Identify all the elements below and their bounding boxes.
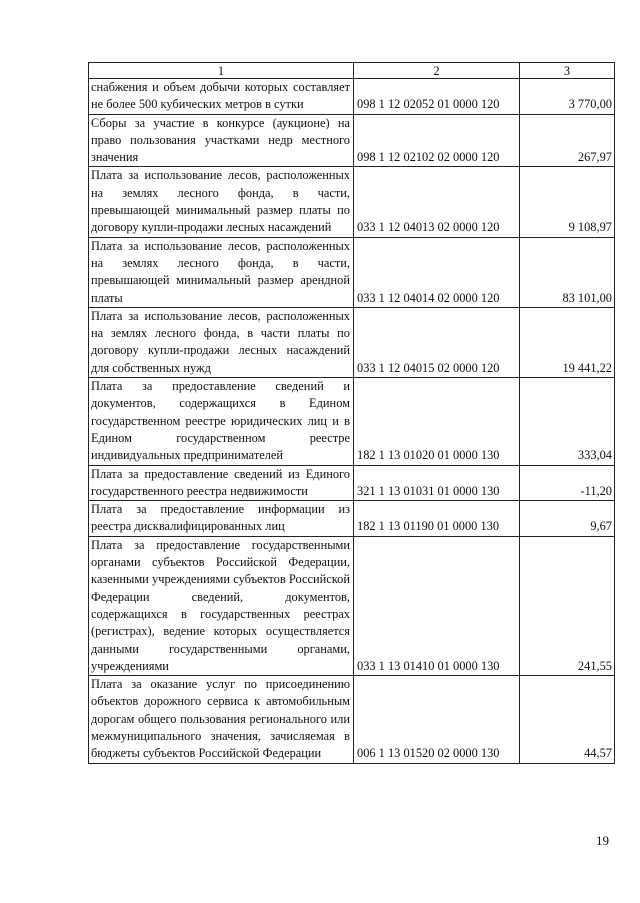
table-row [89, 167, 615, 237]
row-code: 321 1 13 01031 01 0000 130 [354, 465, 520, 501]
row-code: 182 1 13 01190 01 0000 130 [354, 501, 520, 537]
row-code: 033 1 13 01410 01 0000 130 [354, 536, 520, 675]
row-amount: 241,55 [520, 536, 615, 675]
table-row [89, 501, 615, 537]
table-row [89, 237, 615, 307]
table-row [89, 79, 615, 115]
row-amount: 267,97 [520, 114, 615, 167]
row-amount: 44,57 [520, 676, 615, 763]
row-name: Плата за предоставление сведений из Единого государственного реестра недвижимости [89, 465, 354, 501]
table-row [89, 114, 615, 167]
row-name: Плата за предоставление информации из реестра дисквалифицированных лиц [89, 501, 354, 537]
row-code: 098 1 12 02102 02 0000 120 [354, 114, 520, 167]
row-name: Плата за предоставление государственными органами субъектов Российской Федерации, казенными учреждениями субъектов Российской Федерации сведений, документов, содержащихся в государственных реестрах (регистрах), ведение которых осуществляется данными государственными органами, учреждениями [89, 536, 354, 675]
row-name: Плата за использование лесов, расположенных на землях лесного фонда, в части, превышающей минимальный размер арендной платы [89, 237, 354, 307]
row-name: Плата за использование лесов, расположенных на землях лесного фонда, в части платы по договору купли-продажи лесных насаждений для собственных нужд [89, 307, 354, 377]
row-amount: -11,20 [520, 465, 615, 501]
table-header-row [89, 63, 615, 79]
table-row [89, 465, 615, 501]
row-name: Плата за использование лесов, расположенных на землях лесного фонда, в части, превышающей минимальный размер платы по договору купли-продажи лесных насаждений [89, 167, 354, 237]
row-name: Плата за оказание услуг по присоединению объектов дорожного сервиса к автомобильным дорогам общего пользования регионального или межмуниципального значения, зачисляемая в бюджеты субъектов Российской Федерации [89, 676, 354, 763]
revenue-table [88, 62, 615, 764]
row-amount: 9,67 [520, 501, 615, 537]
column-header-3: 3 [520, 63, 615, 79]
row-name: Сборы за участие в конкурсе (аукционе) на право пользования участками недр местного значения [89, 114, 354, 167]
row-code: 006 1 13 01520 02 0000 130 [354, 676, 520, 763]
table-row [89, 676, 615, 763]
column-header-2: 2 [354, 63, 520, 79]
table-row [89, 378, 615, 465]
row-amount: 333,04 [520, 378, 615, 465]
row-name: снабжения и объем добычи которых составляет не более 500 кубических метров в сутки [89, 79, 354, 115]
row-code: 033 1 12 04013 02 0000 120 [354, 167, 520, 237]
column-header-1: 1 [89, 63, 354, 79]
table-row [89, 307, 615, 377]
row-code: 182 1 13 01020 01 0000 130 [354, 378, 520, 465]
row-amount: 3 770,00 [520, 79, 615, 115]
row-amount: 83 101,00 [520, 237, 615, 307]
row-code: 033 1 12 04014 02 0000 120 [354, 237, 520, 307]
row-code: 033 1 12 04015 02 0000 120 [354, 307, 520, 377]
row-code: 098 1 12 02052 01 0000 120 [354, 79, 520, 115]
row-name: Плата за предоставление сведений и документов, содержащихся в Едином государственном реестре юридических лиц и в Едином государственном реестре индивидуальных предпринимателей [89, 378, 354, 465]
row-amount: 19 441,22 [520, 307, 615, 377]
page-number: 19 [596, 833, 609, 848]
row-amount: 9 108,97 [520, 167, 615, 237]
table-row [89, 536, 615, 675]
